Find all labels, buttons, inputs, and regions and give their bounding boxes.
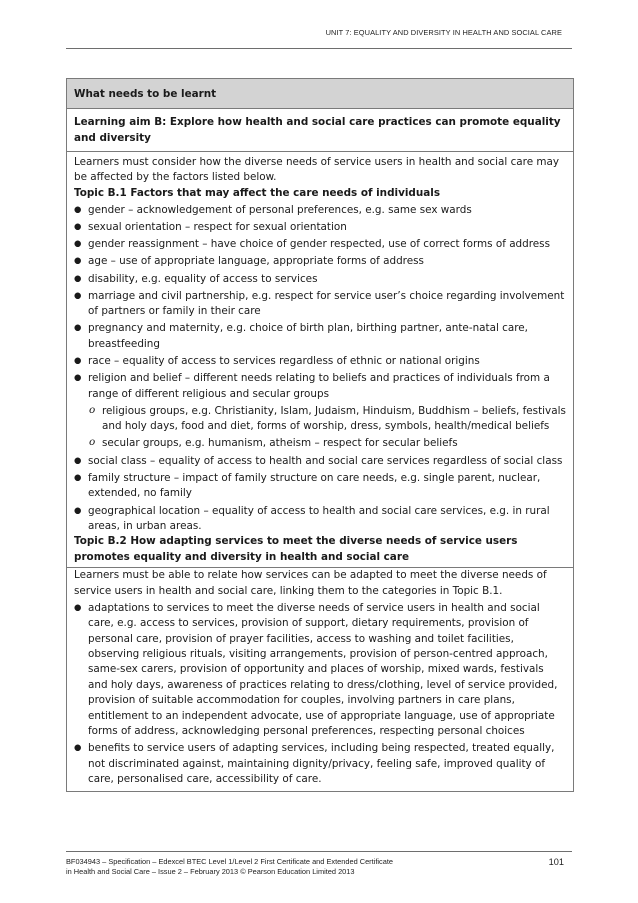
learning-aim-title: Learning aim B: Explore how health and social care practices can promote equality and diversity xyxy=(67,109,573,152)
table-heading: What needs to be learnt xyxy=(67,79,573,109)
sub-list-item: o religious groups, e.g. Christianity, Islam, Judaism, Hinduism, Buddhism – beliefs, festivals and holy days, food and diet, forms of worship, dress, symbols, health/medical beliefs xyxy=(88,404,566,435)
list-item: ● marriage and civil partnership, e.g. respect for service user’s choice regarding involvement of partners or family in their care xyxy=(74,289,566,320)
topic-b2-title: Topic B.2 How adapting services to meet the diverse needs of service users promotes equality and diversity in health and social care xyxy=(74,535,518,563)
running-header: UNIT 7: EQUALITY AND DIVERSITY IN HEALTH AND SOCIAL CARE xyxy=(325,28,562,37)
topic-b1-title: Topic B.1 Factors that may affect the care needs of individuals xyxy=(74,186,440,199)
list-item: ● sexual orientation – respect for sexual orientation xyxy=(74,220,566,235)
footer-citation xyxy=(66,857,506,877)
sub-list-item: o secular groups, e.g. humanism, atheism – respect for secular beliefs xyxy=(88,436,566,451)
page-number: 101 xyxy=(548,857,564,867)
footer-divider xyxy=(66,851,572,852)
list-item: ● age – use of appropriate language, appropriate forms of address xyxy=(74,254,566,269)
list-item: ● family structure – impact of family structure on care needs, e.g. single parent, nuclear, extended, no family xyxy=(74,471,566,502)
table-body xyxy=(67,152,573,792)
list-item: ● adaptations to services to meet the diverse needs of service users in health and social care, e.g. access to services, provision of support, dietary requirements, provision of personal care, provision of prayer facilities, access to washing and toilet facilities, observing religious rituals, visiting arrangements, provision of person-centred approach, same-sex carers, provision of opportunity and places of worship, mixed wards, festivals and holy days, awareness of practices relating to dress/clothing, level of service provided, provision of suitable accommodation for couples, involving partners in care plans, entitlement to an independent advocate, use of appropriate language, use of appropriate forms of address, acknowledging personal preferences, respecting personal choices xyxy=(74,601,566,740)
content-table xyxy=(66,78,574,792)
list-item: ● benefits to service users of adapting services, including being respected, treated equally, not discriminated against, maintaining dignity/privacy, feeling safe, improved quality of care, personalised care, accessibility of care. xyxy=(74,741,566,787)
religion-sublist xyxy=(88,404,566,452)
religion-text: religion and belief – different needs relating to beliefs and practices of individuals from a range of different religious and secular groups xyxy=(88,372,550,400)
list-item-religion xyxy=(74,371,566,452)
footer-line-2: in Health and Social Care – Issue 2 – February 2013 © Pearson Education Limited 2013 xyxy=(66,867,355,876)
intro-b1: Learners must consider how the diverse needs of service users in health and social care may be affected by the factors listed below. xyxy=(74,155,560,184)
list-item: ● social class – equality of access to health and social care services regardless of social class xyxy=(74,454,566,469)
list-item: ● race – equality of access to services regardless of ethnic or national origins xyxy=(74,354,566,369)
header-divider xyxy=(66,48,572,49)
footer-line-1: BF034943 – Specification – Edexcel BTEC Level 1/Level 2 First Certificate and Extended Certificate xyxy=(66,857,394,866)
b2-adaptation-list xyxy=(74,601,566,788)
list-item: ● disability, e.g. equality of access to services xyxy=(74,272,566,287)
intro-b2: Learners must be able to relate how services can be adapted to meet the diverse needs of service users in health and social care, linking them to the categories in Topic B.1. xyxy=(74,569,547,597)
b1-factor-list xyxy=(74,203,566,534)
list-item: ● pregnancy and maternity, e.g. choice of birth plan, birthing partner, ante-natal care, breastfeeding xyxy=(74,321,566,352)
list-item: ● gender – acknowledgement of personal preferences, e.g. same sex wards xyxy=(74,203,566,218)
list-item: ● geographical location – equality of access to health and social care services, e.g. in rural areas, in urban areas. xyxy=(74,504,566,535)
list-item: ● gender reassignment – have choice of gender respected, use of correct forms of address xyxy=(74,237,566,252)
